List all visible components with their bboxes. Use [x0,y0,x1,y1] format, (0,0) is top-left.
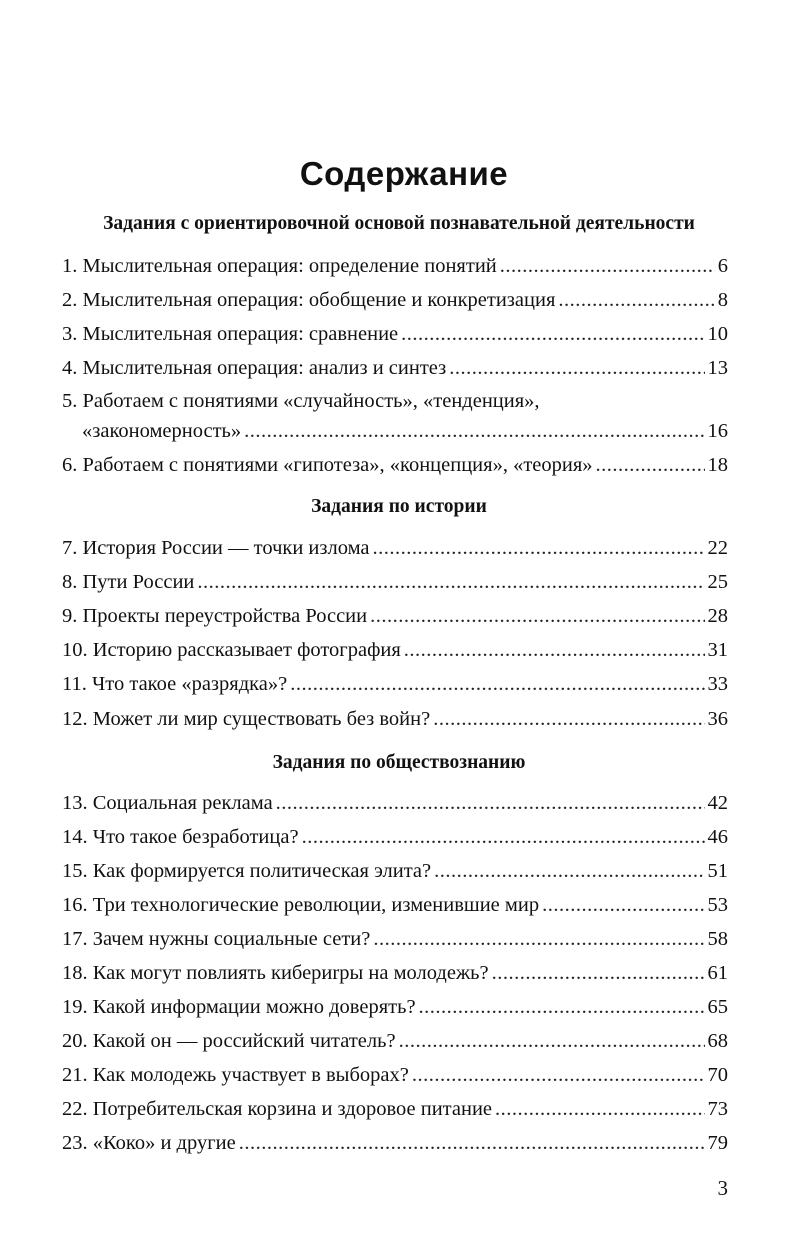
toc-entry-title: 5. Работаем с понятиями «случайность», «тенденция», [62,390,540,412]
leader-dots [373,533,705,563]
toc-entry-title: 16. Три технологические революции, изменившие мир [62,894,540,916]
toc-page-number: 28 [707,605,728,627]
section-heading: Задания по обществознанию [272,752,526,773]
page-title: Содержание [299,155,509,192]
toc-entry [62,788,728,818]
leader-dots [492,958,705,988]
leader-dots [401,319,704,349]
section-heading: Задания по истории [311,496,487,517]
toc-entry [62,1128,728,1158]
toc-page-number: 36 [707,708,728,730]
toc-entry [62,251,728,281]
leader-dots [290,669,704,699]
toc-entry [62,635,728,665]
toc-entry-title: 6. Работаем с понятиями «гипотеза», «концепция», «теория» [62,454,593,476]
toc-entry [62,567,728,597]
toc-page-number: 13 [707,357,728,379]
toc-entry-title: 23. «Коко» и другие [62,1132,236,1154]
toc-page-number: 42 [707,792,728,814]
toc-entry-title: 10. Историю рассказывает фотография [62,639,401,661]
leader-dots [434,856,704,886]
toc-page-number: 73 [707,1098,728,1120]
toc-entry [62,890,728,920]
toc-entry-title: 21. Как молодежь участвует в выборах? [62,1064,409,1086]
toc-page-number: 79 [707,1132,728,1154]
toc-entry [62,856,728,886]
toc-page-number: 61 [707,962,728,984]
toc-page-number: 58 [707,928,728,950]
leader-dots [419,992,705,1022]
leader-dots [433,704,704,734]
toc-entry [62,1026,728,1056]
leader-dots [244,416,704,446]
leader-dots [500,251,715,281]
toc-page-number: 51 [707,860,728,882]
leader-dots [558,285,714,315]
toc-page-number: 10 [707,323,728,345]
toc-entry [62,353,728,383]
toc-entry [62,1060,728,1090]
leader-dots [399,1026,705,1056]
toc-entry [62,704,728,734]
leader-dots [197,567,704,597]
toc-entry [62,822,728,852]
toc-entry [62,924,728,954]
toc-entry-title: 17. Зачем нужны социальные сети? [62,928,371,950]
toc-page-number: 33 [707,673,728,695]
toc-entry-title: 2. Мыслительная операция: обобщение и конкретизация [62,289,556,311]
toc-entry-title: 22. Потребительская корзина и здоровое питание [62,1098,493,1120]
toc-page-number: 46 [707,826,728,848]
toc-page-number: 8 [717,289,728,311]
toc-entry-title: 11. Что такое «разрядка»? [62,673,288,695]
toc-page-number: 18 [707,454,728,476]
toc-page-number: 22 [707,537,728,559]
toc-entry [62,450,728,480]
toc-entry-title: 7. История России — точки излома [62,537,370,559]
leader-dots [412,1060,705,1090]
toc-entry-title: 18. Как могут повлиять кибериrpы на молодежь? [62,962,489,984]
toc-entry-title: 4. Мыслительная операция: анализ и синтез [62,357,447,379]
toc-entry-title: 1. Мыслительная операция: определение понятий [62,255,497,277]
toc-page-number: 16 [707,420,728,442]
toc-page-number: 6 [717,255,728,277]
leader-dots [542,890,704,920]
toc-entry-title-continued: «закономерность» [82,420,242,442]
page-number: 3 [717,1176,728,1200]
leader-dots [449,353,704,383]
toc-entry-title: 3. Мыслительная операция: сравнение [62,323,399,345]
leader-dots [302,822,705,852]
toc-entry-title: 8. Пути России [62,571,195,593]
leader-dots [370,601,704,631]
toc-page-number: 65 [707,996,728,1018]
toc-entry-title: 15. Как формируется политическая элита? [62,860,432,882]
toc-entry-title: 12. Может ли мир существовать без войн? [62,708,431,730]
leader-dots [495,1094,704,1124]
toc-entry-title: 14. Что такое безработица? [62,826,299,848]
leader-dots [373,924,704,954]
toc-entry [62,533,728,563]
toc-entry [62,958,728,988]
toc-page-number: 53 [707,894,728,916]
section-heading: Задания с ориентировочной основой познавательной деятельности [103,213,695,234]
leader-dots [404,635,705,665]
leader-dots [596,450,705,480]
toc-page-number: 31 [707,639,728,661]
toc-entry-title: 20. Какой он — российский читатель? [62,1030,396,1052]
toc-entry [62,601,728,631]
toc-entry [62,992,728,1022]
toc-page-number: 70 [707,1064,728,1086]
toc-entry [62,386,728,446]
leader-dots [276,788,705,818]
toc-entry [62,669,728,699]
toc-page-number: 25 [707,571,728,593]
toc-page-number: 68 [707,1030,728,1052]
toc-entry [62,1094,728,1124]
toc-entry-title: 9. Проекты переустройства России [62,605,368,627]
toc-entry-title: 19. Какой информации можно доверять? [62,996,416,1018]
leader-dots [239,1128,705,1158]
toc-entry [62,285,728,315]
toc-entry-title: 13. Социальная реклама [62,792,273,814]
toc-entry [62,319,728,349]
